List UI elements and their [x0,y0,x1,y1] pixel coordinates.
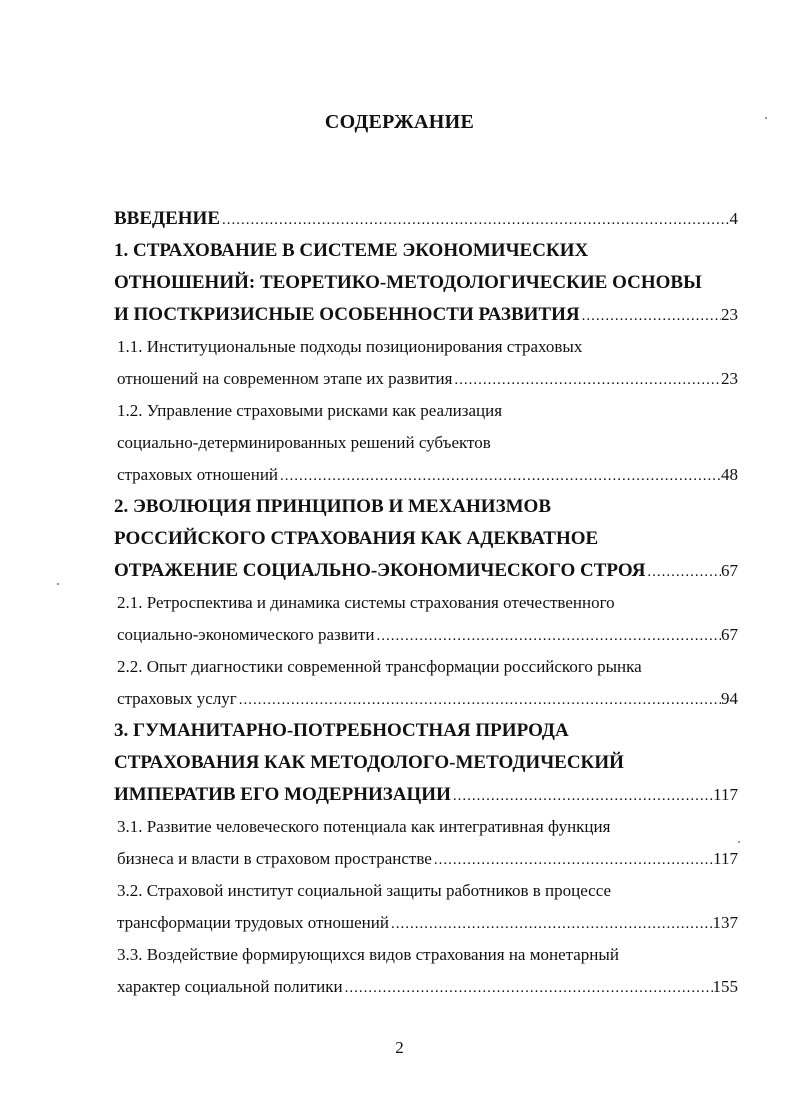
toc-chapter [114,715,738,811]
scan-speck [765,117,767,119]
toc-entry-line: 1. СТРАХОВАНИЕ В СИСТЕМЕ ЭКОНОМИЧЕСКИХ [114,240,589,261]
toc-section [114,395,738,491]
toc-section [114,875,738,939]
dot-leader [580,300,721,331]
dot-leader [278,460,721,491]
toc-entry-text: ВВЕДЕНИЕ [114,208,220,229]
dot-leader [389,908,713,939]
toc-entry-line: 3.1. Развитие человеческого потенциала как интегративная функция [117,817,611,836]
toc-page-number: 4 [729,209,738,228]
toc-entry-line [114,843,738,875]
dot-leader [451,780,713,811]
toc-entry-text: трансформации трудовых отношений [117,913,389,932]
toc-section [114,811,738,875]
toc-page-number: 117 [713,849,738,868]
toc-chapter [114,235,738,331]
toc-section [114,331,738,395]
toc-page-number: 23 [721,305,738,324]
toc-entry-line: 1.2. Управление страховыми рисками как реализация [117,401,503,420]
toc-entry-line [114,459,738,491]
page-title: СОДЕРЖАНИЕ [324,111,475,133]
toc-page-number: 117 [713,785,738,804]
toc-entry-line [114,203,738,235]
toc-page-number: 67 [721,561,738,580]
table-of-contents [114,203,738,1003]
toc-page-number: 23 [721,369,738,388]
toc-page-number: 94 [721,689,738,708]
toc-chapter [114,203,738,235]
scan-speck [738,841,740,843]
toc-section [114,939,738,1003]
dot-leader [645,556,721,587]
page-number: 2 [395,1038,404,1057]
toc-entry-line: 3.2. Страховой институт социальной защиты работников в процессе [117,881,612,900]
toc-entry-text: отношений на современном этапе их развития [117,369,453,388]
toc-page-number: 137 [712,913,738,932]
toc-entry-text: бизнеса и власти в страховом пространстве [117,849,432,868]
toc-entry-line: 2.1. Ретроспектива и динамика системы страхования отечественного [117,593,615,612]
toc-entry-line: 3.3. Воздействие формирующихся видов страхования на монетарный [117,945,619,964]
toc-entry-line: 2. ЭВОЛЮЦИЯ ПРИНЦИПОВ И МЕХАНИЗМОВ [114,496,551,517]
toc-entry-line [114,907,738,939]
toc-entry-line [114,299,738,331]
toc-entry-text: страховых отношений [117,465,279,484]
toc-entry-line [114,779,738,811]
toc-entry-text: ИМПЕРАТИВ ЕГО МОДЕРНИЗАЦИИ [114,784,451,805]
toc-entry-line: СТРАХОВАНИЯ КАК МЕТОДОЛОГО-МЕТОДИЧЕСКИЙ [114,752,624,773]
toc-entry-text: ОТРАЖЕНИЕ СОЦИАЛЬНО-ЭКОНОМИЧЕСКОГО СТРОЯ [114,560,646,581]
toc-section [114,651,738,715]
toc-entry-text: характер социальной политики [117,977,343,996]
toc-entry-line [114,619,738,651]
toc-entry-line: социально-детерминированных решений субъектов [117,433,491,452]
toc-entry-text: И ПОСТКРИЗИСНЫЕ ОСОБЕННОСТИ РАЗВИТИЯ [114,304,580,325]
dot-leader [452,364,721,395]
dot-leader [343,972,713,1003]
toc-page-number: 155 [712,977,738,996]
dot-leader [432,844,713,875]
scan-speck [57,583,59,585]
toc-section [114,587,738,651]
toc-entry-line [114,555,738,587]
dot-leader [374,620,721,651]
toc-entry-line [114,971,738,1003]
toc-entry-line: ОТНОШЕНИЙ: ТЕОРЕТИКО-МЕТОДОЛОГИЧЕСКИЕ ОСНОВЫ [114,272,702,293]
toc-entry-text: страховых услуг [117,689,237,708]
toc-page-number: 67 [721,625,738,644]
toc-entry-line: 2.2. Опыт диагностики современной трансформации российского рынка [117,657,642,676]
toc-entry-line [114,683,738,715]
toc-page-number: 48 [721,465,738,484]
toc-entry-line [114,363,738,395]
dot-leader [237,684,721,715]
toc-entry-line: 3. ГУМАНИТАРНО-ПОТРЕБНОСТНАЯ ПРИРОДА [114,720,569,741]
toc-entry-line: 1.1. Институциональные подходы позиционирования страховых [117,337,583,356]
toc-entry-text: социально-экономического развити [117,625,375,644]
dot-leader [220,204,730,235]
toc-chapter [114,491,738,587]
toc-entry-line: РОССИЙСКОГО СТРАХОВАНИЯ КАК АДЕКВАТНОЕ [114,528,599,549]
